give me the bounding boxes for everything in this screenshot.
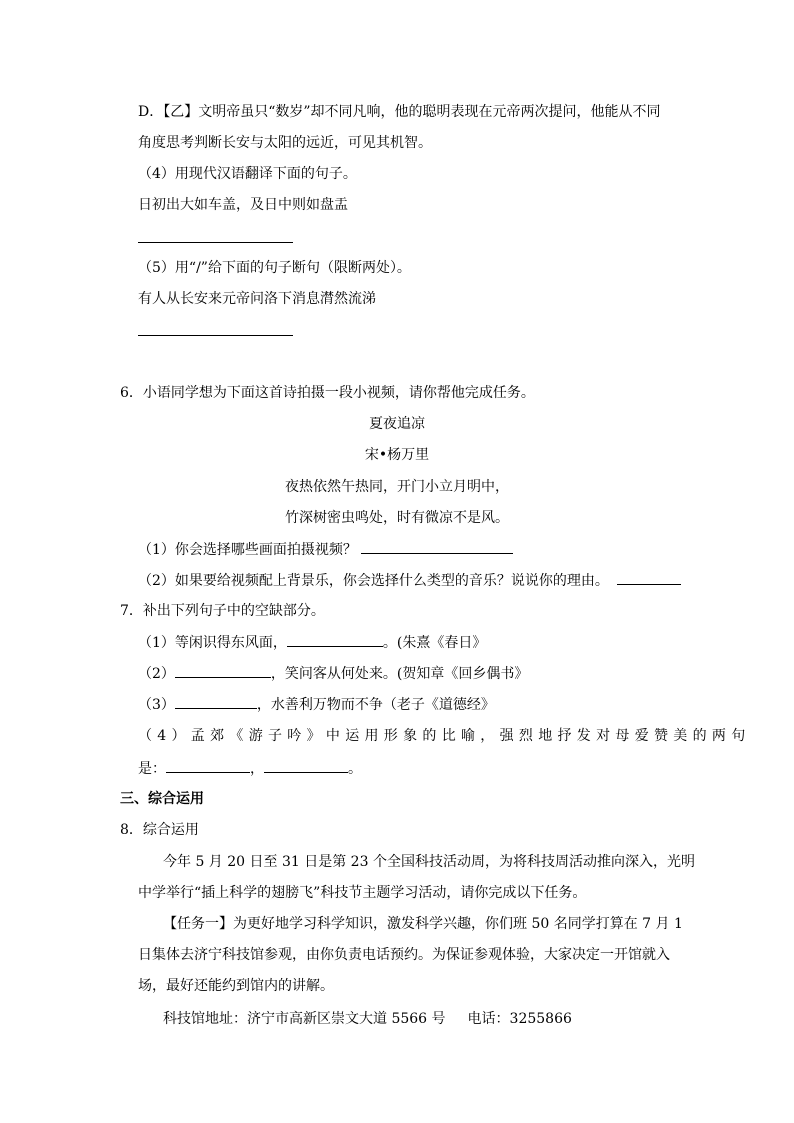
q5-option-d-line2: 角度思考判断长安与太阳的远近，可见其机智。	[138, 135, 432, 151]
q7-sub4-text-b: ，	[250, 761, 264, 777]
q7-sub1-blank[interactable]	[287, 632, 383, 647]
q8-task1-line2: 日集体去济宁科技馆参观，由你负责电话预约。为保证参观体验，大家决定一开馆就入	[138, 947, 670, 963]
q7-sub2	[138, 663, 528, 684]
poem-title: 夏夜追凉	[369, 416, 425, 432]
poem-author: 宋•杨万里	[364, 447, 430, 463]
q6-sub2	[138, 570, 681, 591]
q7-sub1	[138, 632, 486, 653]
poem-line-1: 夜热依然午热同，开门小立月明中，	[285, 479, 509, 495]
q8-task1-line1: 【任务一】为更好地学习科学知识，激发科学兴趣，你们班 50 名同学打算在 7 月 1	[163, 916, 683, 932]
q6-sub1-text: （1）你会选择哪些画面拍摄视频？	[138, 542, 357, 558]
q7-sub4-line1: （4）孟郊《游子吟》中运用形象的比喻，强烈地抒发对母爱赞美的两句	[138, 728, 751, 744]
q6-sub1	[138, 539, 513, 560]
q7-sub3-text-a: （3）	[138, 697, 175, 713]
q6-sub2-answer-blank[interactable]	[617, 570, 681, 585]
museum-address: 科技馆地址：济宁市高新区崇文大道 5566 号	[163, 1011, 446, 1027]
q5-sub5-prompt: （5）用“/”给下面的句子断句（限断两处）。	[138, 260, 411, 276]
q7-sub2-blank[interactable]	[175, 663, 271, 678]
q7-sub1-text-b: 。(朱熹《春日》	[382, 635, 487, 651]
q5-sub5-sentence: 有人从长安来元帝问洛下消息潸然流涕	[138, 291, 376, 307]
section-3-heading: 三、综合运用	[120, 791, 204, 807]
q7-sub4-blank-2[interactable]	[264, 758, 348, 773]
q8-task1-line3: 场，最好还能约到馆内的讲解。	[138, 978, 334, 994]
q5-sub4-answer-line[interactable]	[138, 242, 293, 243]
q7-sub4-text-a: 是：	[138, 761, 166, 777]
q6-sub1-answer-blank[interactable]	[361, 539, 513, 554]
museum-phone: 电话：3255866	[467, 1011, 572, 1027]
poem-line-2: 竹深树密虫鸣处，时有微凉不是风。	[285, 510, 509, 526]
q5-option-d-line1: D．【乙】文明帝虽只“数岁”却不同凡响，他的聪明表现在元帝两次提问，他能从不同	[138, 104, 661, 120]
museum-info	[163, 1009, 572, 1029]
q6-stem: 6．小语同学想为下面这首诗拍摄一段小视频，请你帮他完成任务。	[120, 385, 535, 401]
q7-sub4-text-c: 。	[348, 761, 362, 777]
q5-sub4-prompt: （4）用现代汉语翻译下面的句子。	[138, 166, 357, 182]
q7-sub2-text-a: （2）	[138, 666, 175, 682]
q7-sub4-line2	[138, 758, 362, 779]
q5-sub5-answer-line[interactable]	[138, 335, 293, 336]
q6-sub2-text: （2）如果要给视频配上背景乐，你会选择什么类型的音乐？说说你的理由。	[138, 573, 609, 589]
q5-sub4-sentence: 日初出大如车盖，及日中则如盘盂	[138, 197, 348, 213]
q7-sub2-text-b: ，笑问客从何处来。(贺知章《回乡偶书》	[270, 666, 529, 682]
q7-stem: 7．补出下列句子中的空缺部分。	[120, 603, 325, 619]
q7-sub1-text-a: （1）等闲识得东风面，	[138, 635, 287, 651]
q7-sub3-text-b: ，水善利万物而不争（老子《道德经》	[256, 697, 495, 713]
q8-para1-line1: 今年 5 月 20 日至 31 日是第 23 个全国科技活动周，为将科技周活动推向深入，光明	[163, 854, 695, 870]
q7-sub3-blank[interactable]	[175, 694, 257, 709]
q7-sub3	[138, 694, 495, 715]
q8-para1-line2: 中学举行“插上科学的翅膀飞”科技节主题学习活动，请你完成以下任务。	[138, 885, 587, 901]
q7-sub4-blank-1[interactable]	[166, 758, 250, 773]
q8-stem: 8．综合运用	[120, 822, 199, 838]
